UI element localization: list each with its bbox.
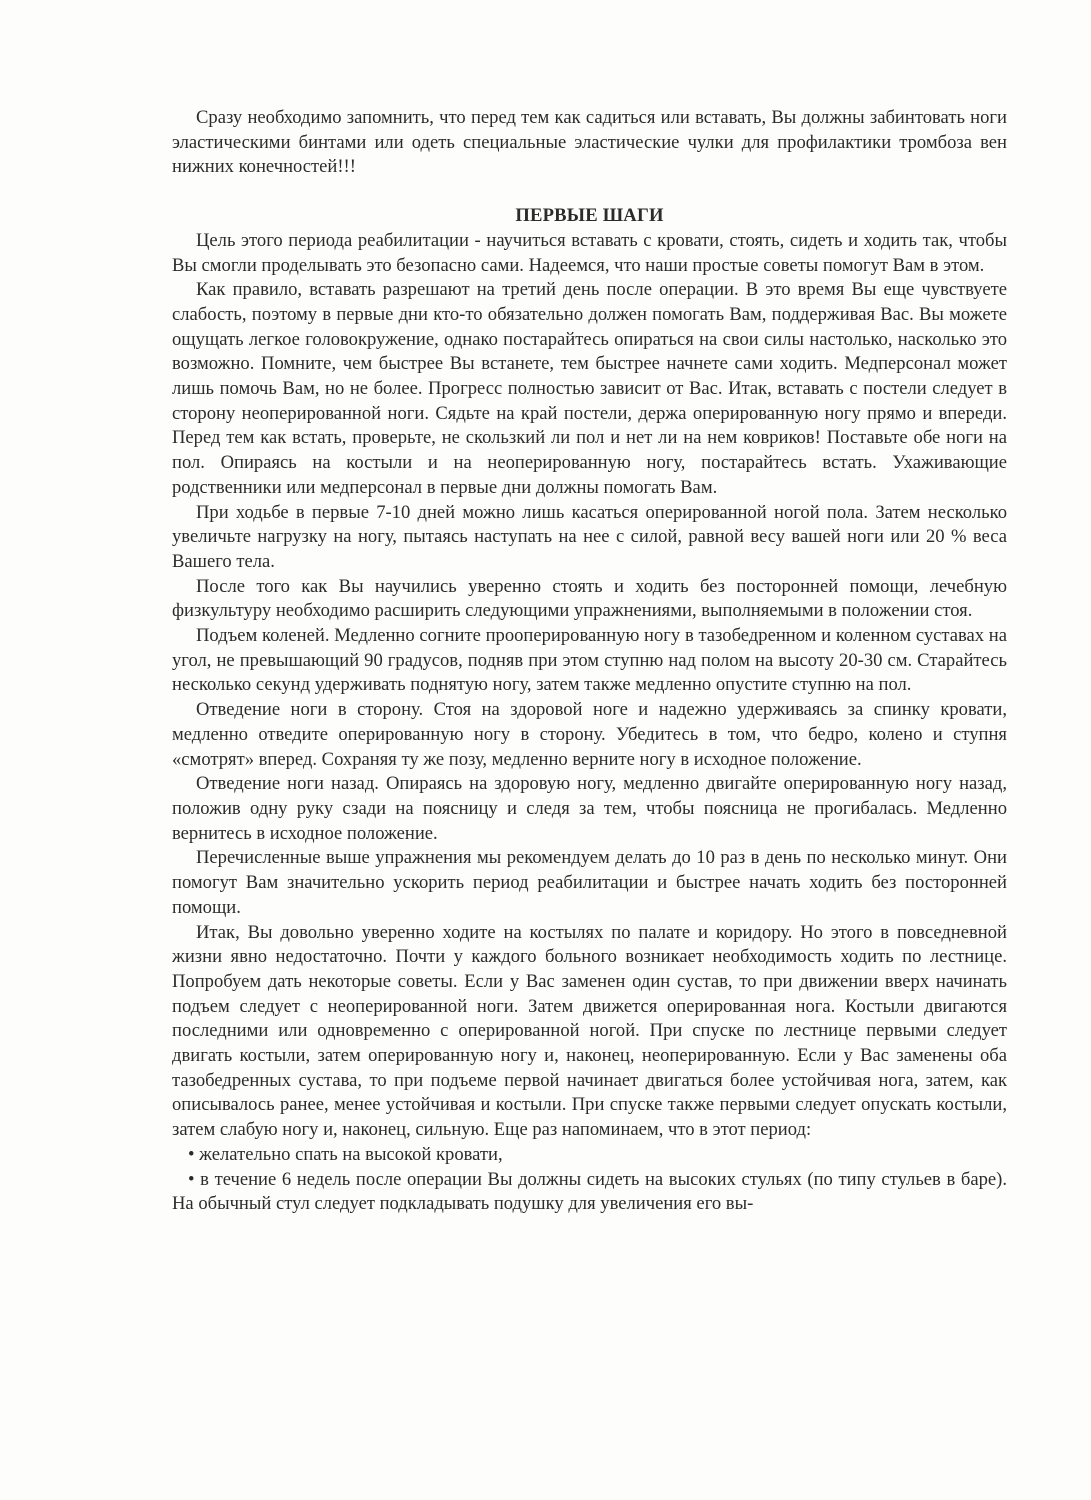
bullet-item: • желательно спать на высокой кровати,	[188, 1143, 503, 1165]
document-body	[172, 106, 1007, 1217]
paragraph: Цель этого периода реабилитации - научиться вставать с кровати, стоять, сидеть и ходить так, чтобы Вы смогли проделывать это безопасно сами. Надеемся, что наши простые советы помогут Вам в этом.	[172, 229, 1007, 276]
paragraph: Перечисленные выше упражнения мы рекомендуем делать до 10 раз в день по несколько минут. Они помогут Вам значительно ускорить период реабилитации и быстрее начать ходить без посторонней помощи.	[172, 847, 1007, 918]
paragraph: При ходьбе в первые 7-10 дней можно лишь касаться оперированной ногой пола. Затем несколько увеличьте нагрузку на ногу, пытаясь наступать на нее с силой, равной весу вашей ноги или 20 % веса Вашего тела.	[172, 501, 1007, 572]
paragraph: Отведение ноги назад. Опираясь на здоровую ногу, медленно двигайте оперированную ногу назад, положив одну руку сзади на поясницу и следя за тем, чтобы поясница не прогибалась. Медленно вернитесь в исходное положение.	[172, 773, 1007, 844]
paragraph: Отведение ноги в сторону. Стоя на здоровой ноге и надежно удерживаясь за спинку кровати, медленно отведите оперированную ногу в сторону. Убедитесь в том, что бедро, колено и ступня «смотрят» вперед. Сохраняя ту же позу, медленно верните ногу в исходное положение.	[172, 699, 1007, 770]
bullet-item: • в течение 6 недель после операции Вы должны сидеть на высоких стульях (по типу стульев в баре). На обычный стул следует подкладывать подушку для увеличения его вы-	[172, 1168, 1007, 1215]
paragraph: После того как Вы научились уверенно стоять и ходить без посторонней помощи, лечебную физкультуру необходимо расширить следующими упражнениями, выполняемыми в положении стоя.	[172, 575, 1007, 622]
paragraph: Итак, Вы довольно уверенно ходите на костылях по палате и коридору. Но этого в повседневной жизни явно недостаточно. Почти у каждого больного возникает необходимость ходить по лестнице. Попробуем дать некоторые советы. Если у Вас заменен один сустав, то при движении вверх начинать подъем следует с неоперированной ноги. Затем движется оперированная нога. Костыли двигаются последними или одновременно с оперированной ногой. При спуске по лестнице первыми следует двигать костыли, затем оперированную ногу и, наконец, неоперированную. Если у Вас заменены оба тазобедренных сустава, то при подъеме первой начинает двигаться более устойчивая нога, затем, как описывалось ранее, менее устойчивая и костыли. При спуске также первыми следует опускать костыли, затем слабую ногу и, наконец, сильную. Еще раз напоминаем, что в этот период:	[172, 921, 1007, 1141]
paragraph: Подъем коленей. Медленно согните прооперированную ногу в тазобедренном и коленном суставах на угол, не превышающий 90 градусов, подняв при этом ступню над полом на высоту 20-30 см. Старайтесь несколько секунд удерживать поднятую ногу, затем также медленно опустите ступню на пол.	[172, 625, 1007, 696]
intro-paragraph: Сразу необходимо запомнить, что перед тем как садиться или вставать, Вы должны забинтовать ноги эластическими бинтами или одеть специальные эластические чулки для профилактики тромбоза вен нижних конечностей!!!	[172, 107, 1007, 178]
paragraph: Как правило, вставать разрешают на третий день после операции. В это время Вы еще чувствуете слабость, поэтому в первые дни кто-то обязательно должен помогать Вам, поддерживая Вас. Вы можете ощущать легкое головокружение, однако постарайтесь опираться на свои силы настолько, насколько это возможно. Помните, чем быстрее Вы встанете, тем быстрее начнете сами ходить. Медперсонал может лишь помочь Вам, но не более. Прогресс полностью зависит от Вас. Итак, вставать с постели следует в сторону неоперированной ноги. Сядьте на край постели, держа оперированную ногу прямо и впереди. Перед тем как встать, проверьте, не скользкий ли пол и нет ли на нем ковриков! Поставьте обе ноги на пол. Опираясь на костыли и на неоперированную ногу, постарайтесь встать. Ухаживающие родственники или медперсонал в первые дни должны помогать Вам.	[172, 279, 1007, 498]
section-heading: ПЕРВЫЕ ШАГИ	[515, 205, 664, 227]
